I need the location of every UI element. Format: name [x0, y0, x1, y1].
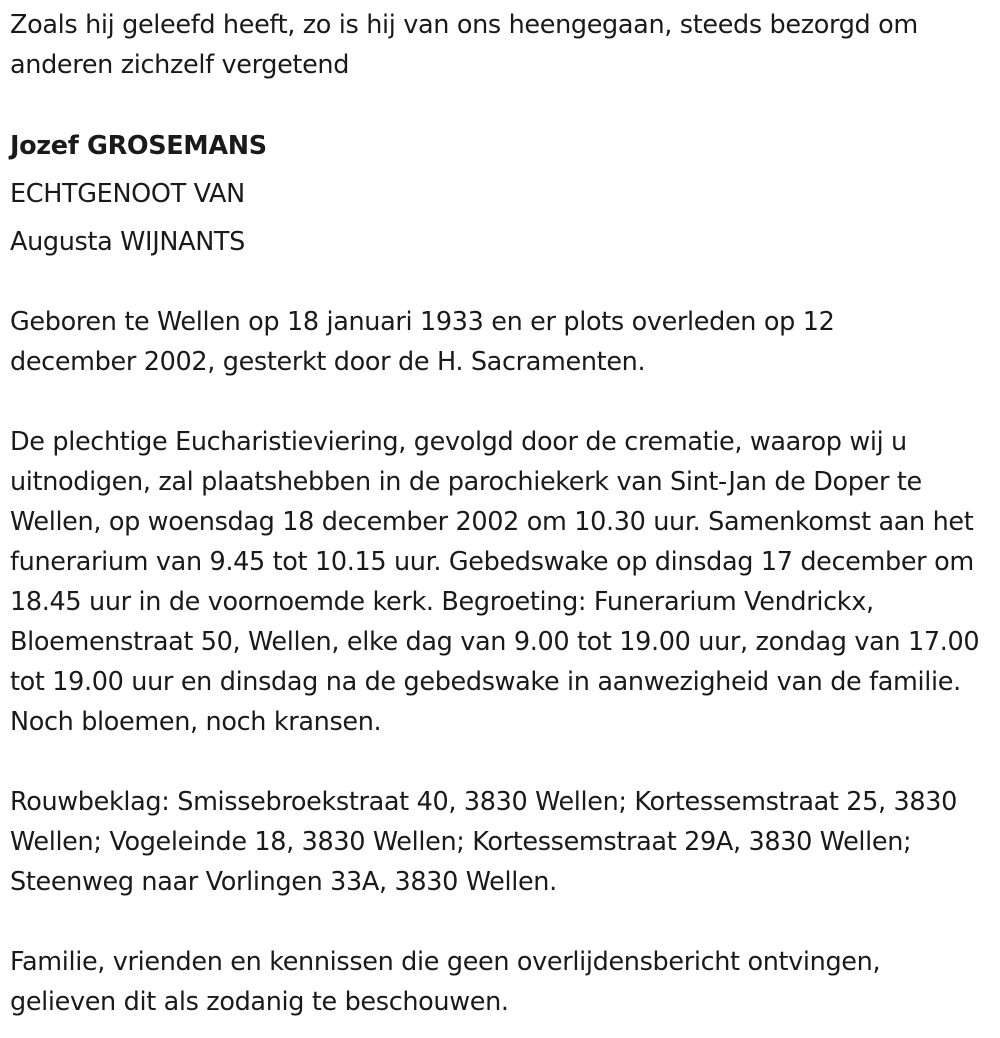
- motto: Zoals hij geleefd heeft, zo is hij van ons heengegaan, steeds bezorgd om anderen zichzelf vergetend: [10, 10, 926, 80]
- spouse-name: Augusta WIJNANTS: [10, 227, 245, 257]
- closing-paragraph: Familie, vrienden en kennissen die geen overlijdensbericht ontvingen, gelieven dit als zodanig te beschouwen.: [10, 947, 888, 1017]
- relation-label: ECHTGENOOT VAN: [10, 179, 245, 209]
- birth-death-paragraph: Geboren te Wellen op 18 januari 1933 en er plots overleden op 12 december 2002, gesterkt door de H. Sacramenten.: [10, 307, 843, 377]
- deceased-name: Jozef GROSEMANS: [10, 131, 267, 161]
- ceremony-paragraph: De plechtige Eucharistieviering, gevolgd door de crematie, waarop wij u uitnodigen, zal plaatshebben in de parochiekerk van Sint-Jan de Doper te Wellen, op woensdag 18 december 2002 om 10.30 uur. Samenkomst aan het funerarium van 9.45 tot 10.15 uur. Gebedswake op dinsdag 17 december om 18.45 uur in de voornoemde kerk. Begroeting: Funerarium Vendrickx, Bloemenstraat 50, Wellen, elke dag van 9.00 tot 19.00 uur, zondag van 17.00 tot 19.00 uur en dinsdag na de gebedswake in aanwezigheid van de familie. Noch bloemen, noch kransen.: [10, 427, 987, 737]
- condolences-paragraph: Rouwbeklag: Smissebroekstraat 40, 3830 Wellen; Kortessemstraat 25, 3830 Wellen; Vogeleinde 18, 3830 Wellen; Kortessemstraat 29A, 3830 Wellen; Steenweg naar Vorlingen 33A, 3830 Wellen.: [10, 787, 965, 897]
